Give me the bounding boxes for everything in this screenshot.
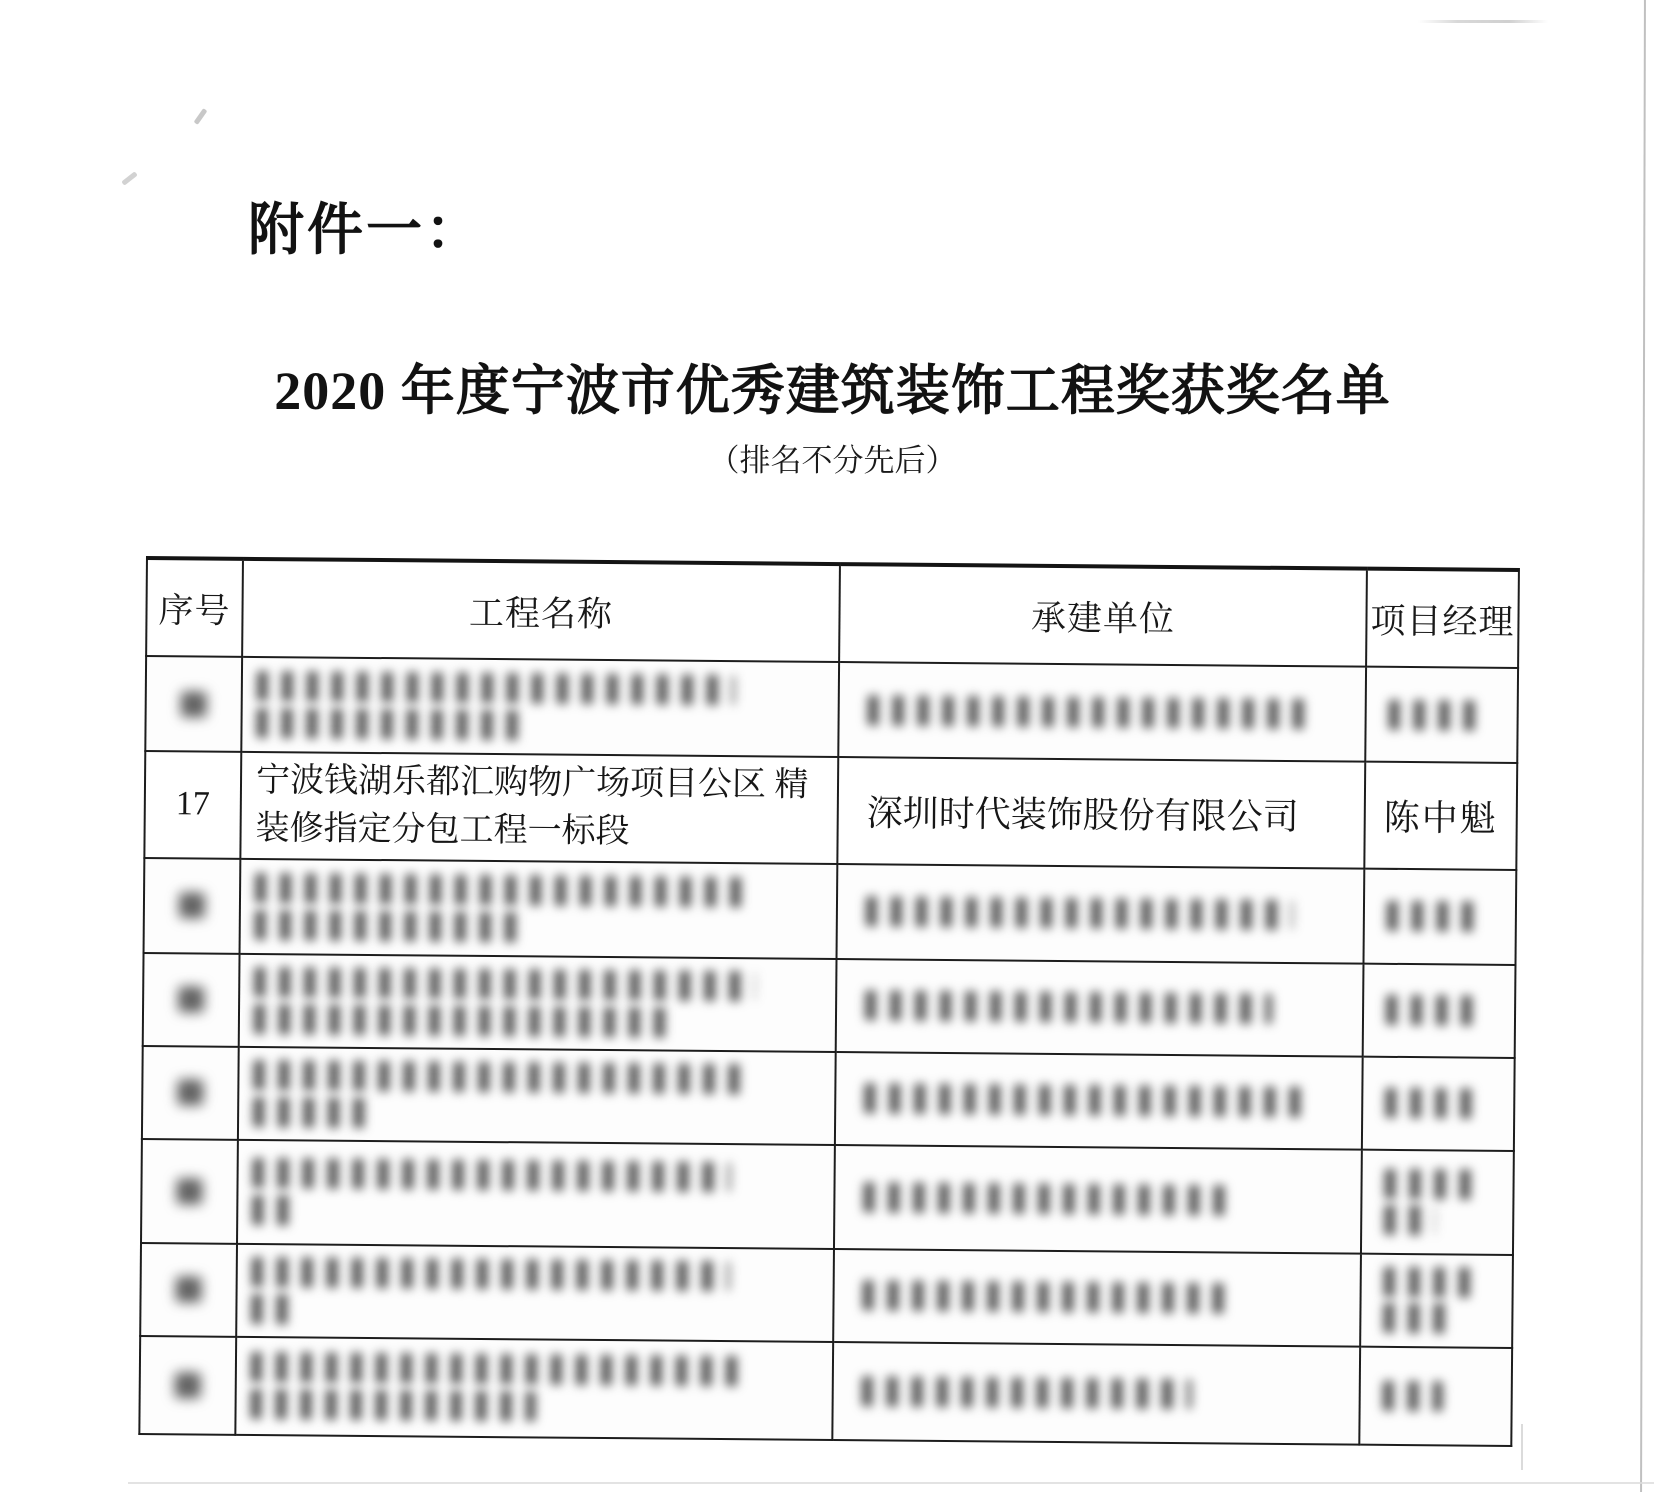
cell-project-name xyxy=(236,1243,834,1341)
cell-project-name xyxy=(238,1046,836,1144)
cell-serial xyxy=(144,858,241,954)
document-title: 2020 年度宁波市优秀建筑装饰工程奖获奖名单 xyxy=(274,361,1391,421)
redacted-text-blob xyxy=(868,695,1314,729)
cell-contractor xyxy=(834,1145,1362,1254)
redacted-text-blob xyxy=(255,909,528,941)
redacted-text-blob xyxy=(252,1158,730,1192)
cell-project-name xyxy=(241,657,839,757)
cell-serial xyxy=(145,656,242,752)
header-contractor: 承建单位 xyxy=(839,564,1367,667)
cell-manager xyxy=(1359,1346,1512,1445)
cell-manager xyxy=(1363,868,1516,964)
redacted-text-blob xyxy=(1389,699,1488,730)
cell-contractor xyxy=(836,959,1364,1057)
table-row xyxy=(140,1243,1513,1348)
redacted-serial-blob xyxy=(176,1178,202,1204)
cell-contractor: 深圳时代装饰股份有限公司 xyxy=(837,757,1365,868)
cell-contractor xyxy=(833,1249,1361,1347)
redacted-text-blob xyxy=(866,896,1293,930)
redacted-text-blob xyxy=(254,966,755,1000)
redacted-text-blob xyxy=(1384,1267,1477,1298)
cell-manager xyxy=(1361,1149,1514,1254)
cell-serial xyxy=(139,1336,236,1435)
scan-artifact-tick xyxy=(1521,1424,1523,1470)
cell-serial xyxy=(143,953,240,1047)
award-table xyxy=(138,556,1520,1446)
cell-serial: 17 xyxy=(144,751,241,858)
redacted-text-blob xyxy=(862,1376,1192,1409)
redacted-text-blob xyxy=(864,1083,1310,1117)
redacted-text-blob xyxy=(1383,1380,1443,1411)
pen-mark xyxy=(121,171,137,185)
cell-manager xyxy=(1363,963,1516,1057)
header-manager: 项目经理 xyxy=(1366,569,1519,668)
redacted-text-blob xyxy=(253,1059,743,1093)
redacted-text-blob xyxy=(1384,1168,1477,1199)
redacted-text-blob xyxy=(252,1256,730,1290)
scan-edge-bottom xyxy=(128,1482,1654,1484)
redacted-text-blob xyxy=(251,1352,741,1386)
cell-project-name xyxy=(237,1139,835,1248)
cell-project-name xyxy=(235,1336,833,1439)
redacted-serial-blob xyxy=(178,986,204,1012)
redacted-text-blob xyxy=(1385,1088,1478,1119)
table-header-row xyxy=(146,558,1519,668)
cell-project-name xyxy=(239,953,837,1051)
pen-mark xyxy=(194,108,208,125)
redacted-text-blob xyxy=(862,1280,1231,1313)
cell-serial xyxy=(140,1243,237,1337)
cell-contractor xyxy=(838,662,1366,762)
cell-manager: 陈中魁 xyxy=(1364,762,1517,870)
cell-contractor xyxy=(837,864,1365,964)
document-subtitle: （排名不分先后） xyxy=(708,443,957,478)
redacted-serial-blob xyxy=(181,691,207,717)
cell-manager xyxy=(1365,667,1518,763)
table-row xyxy=(142,1046,1515,1151)
redacted-text-blob xyxy=(254,1003,675,1037)
table-row xyxy=(139,1336,1512,1446)
scan-edge-right xyxy=(1640,0,1646,1492)
title-block xyxy=(147,348,1518,480)
attachment-label: 附件一： xyxy=(248,200,484,262)
redacted-text-blob xyxy=(257,671,735,705)
redacted-text-blob xyxy=(863,1182,1232,1215)
cell-project-name: 宁波钱湖乐都汇购物广场项目公区 精 装修指定分包工程一标段 xyxy=(240,752,838,864)
table-row xyxy=(144,751,1517,870)
redacted-text-blob xyxy=(251,1293,291,1323)
table-row xyxy=(145,656,1518,763)
redacted-text-blob xyxy=(865,990,1273,1024)
cell-serial xyxy=(141,1139,238,1244)
scan-artifact-top xyxy=(1418,20,1548,23)
redacted-text-blob xyxy=(1384,1204,1435,1234)
redacted-text-blob xyxy=(255,872,745,906)
redacted-serial-blob xyxy=(179,892,205,918)
redacted-text-blob xyxy=(1387,901,1477,932)
cell-project-name xyxy=(240,858,838,958)
redacted-serial-blob xyxy=(175,1276,201,1302)
redacted-text-blob xyxy=(1386,995,1473,1026)
header-serial: 序号 xyxy=(146,558,243,657)
redacted-text-blob xyxy=(253,1096,378,1127)
redacted-text-blob xyxy=(256,708,518,740)
cell-manager xyxy=(1362,1056,1515,1150)
header-project-name: 工程名称 xyxy=(242,559,840,662)
cell-manager xyxy=(1360,1253,1513,1347)
table-row xyxy=(144,858,1517,965)
table-row xyxy=(143,953,1516,1058)
redacted-text-blob xyxy=(252,1195,292,1225)
redacted-serial-blob xyxy=(175,1372,201,1398)
redacted-text-blob xyxy=(1383,1303,1455,1334)
redacted-text-blob xyxy=(250,1389,535,1421)
redacted-serial-blob xyxy=(177,1079,203,1105)
cell-serial xyxy=(142,1046,239,1140)
cell-contractor xyxy=(832,1342,1360,1445)
table-row xyxy=(141,1139,1514,1255)
cell-contractor xyxy=(835,1052,1363,1150)
